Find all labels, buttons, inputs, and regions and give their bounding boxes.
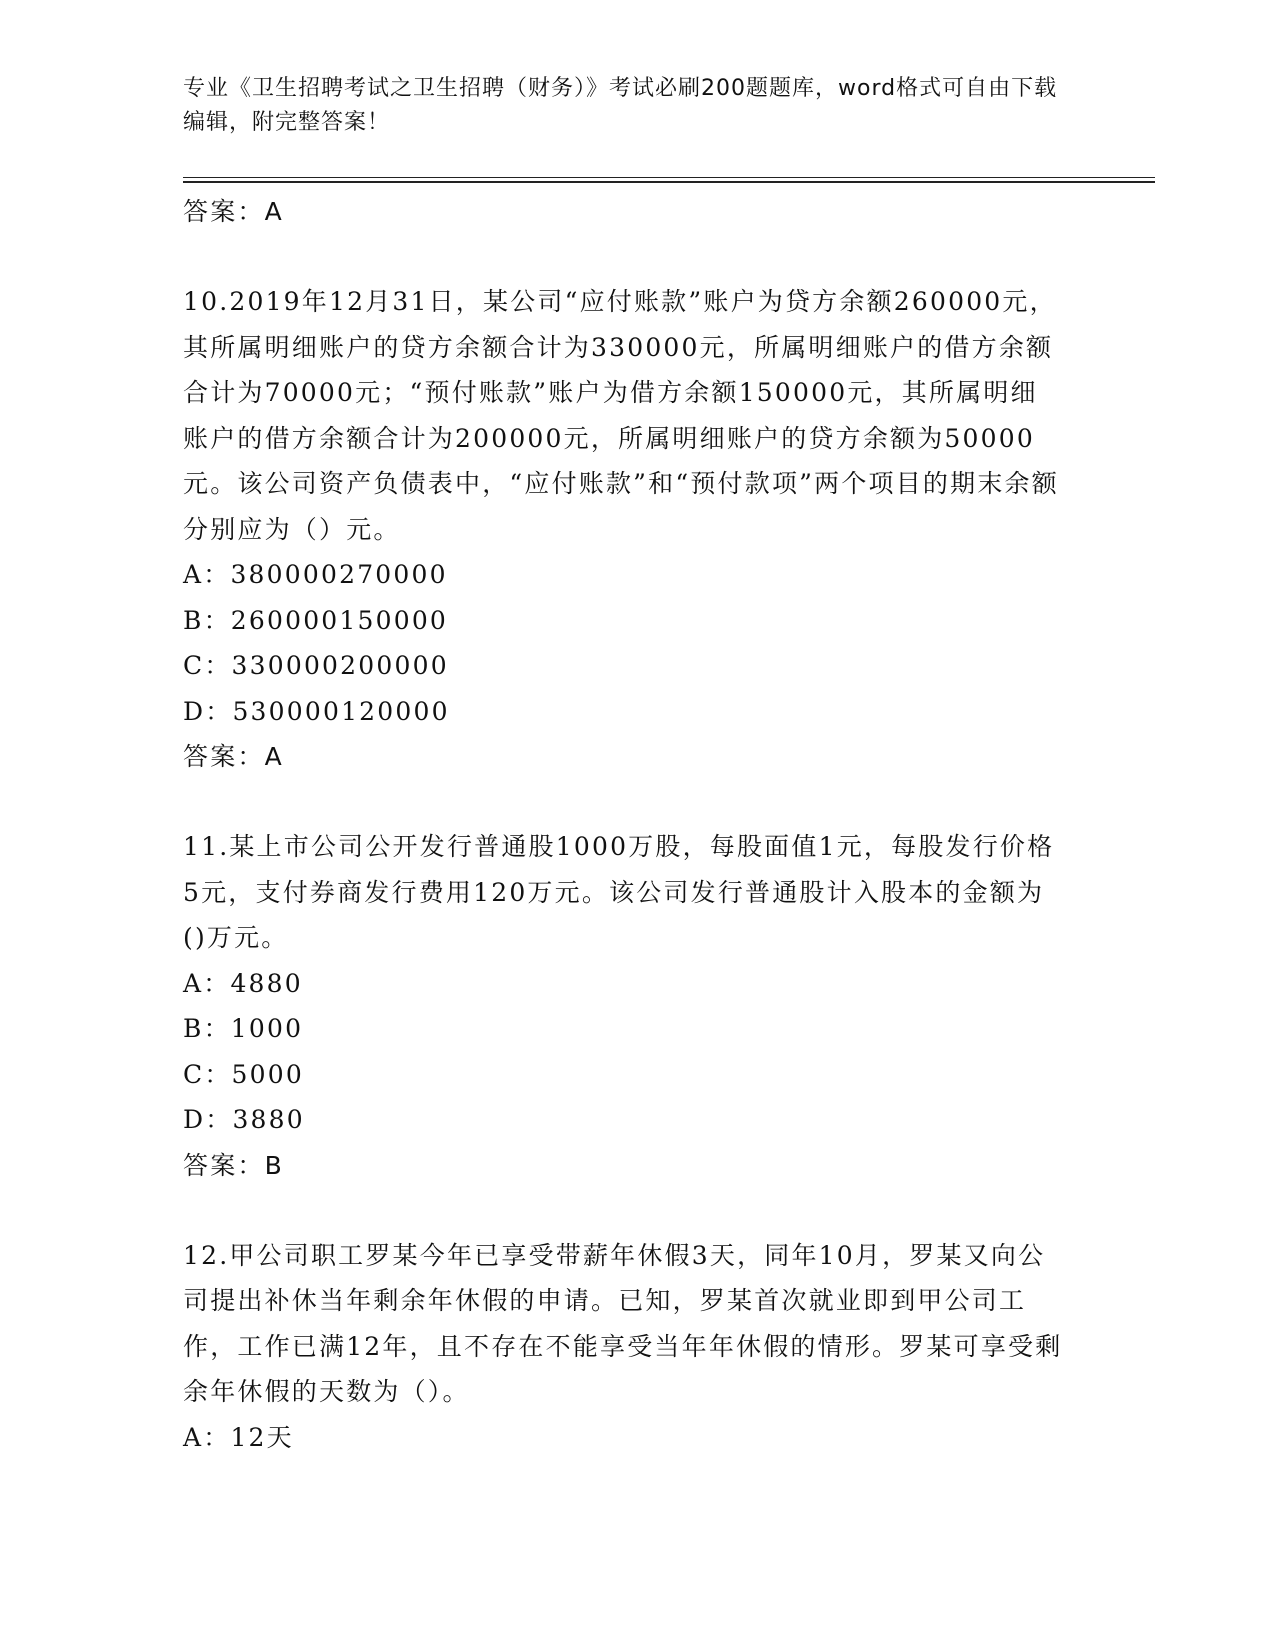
question-stem: 11.某上市公司公开发行普通股1000万股，每股面值1元，每股发行价格5元，支付券商发行费用120万元。该公司发行普通股计入股本的金额为()万元。 xyxy=(183,832,1055,952)
spacer xyxy=(183,780,1083,824)
spacer xyxy=(183,235,1083,279)
question-stem: 12.甲公司职工罗某今年已享受带薪年休假3天，同年10月，罗某又向公司提出补休当年剩余年休假的申请。已知，罗某首次就业即到甲公司工作，工作已满12年，且不存在不能享受当年年休假的情形。罗某可享受剩余年休假的天数为（）。 xyxy=(183,1240,1063,1406)
answer-line: 答案：A xyxy=(183,742,284,771)
option-c: C：330000200000 xyxy=(183,651,449,680)
question-stem: 10.2019年12月31日，某公司“应付账款”账户为贷方余额260000元，其所属明细账户的贷方余额合计为330000元，所属明细账户的借方余额合计为70000元；“预付账款”账户为借方余额150000元，其所属明细账户的借方余额合计为200000元，所属明细账户的贷方余额为50000元。该公司资产负债表中，“应付账款”和“预付款项”两个项目的期末余额分别应为（）元。 xyxy=(183,287,1059,544)
option-b: B：1000 xyxy=(183,1014,304,1043)
answer-line: 答案：A xyxy=(183,197,284,226)
question-block-11 xyxy=(183,824,1083,1189)
header-rule-thick xyxy=(183,181,1155,183)
option-a: A：12天 xyxy=(183,1422,294,1452)
question-block-10 xyxy=(183,279,1083,780)
option-b: B：260000150000 xyxy=(183,605,449,635)
question-content xyxy=(183,189,1083,1460)
option-a: A：380000270000 xyxy=(183,560,448,589)
option-c: C：5000 xyxy=(183,1059,304,1089)
option-d: D：530000120000 xyxy=(183,696,450,726)
option-d: D：3880 xyxy=(183,1105,305,1134)
spacer xyxy=(183,1189,1083,1233)
header-rule-thin xyxy=(183,177,1155,178)
question-block-12 xyxy=(183,1233,1083,1461)
page-header: 专业《卫生招聘考试之卫生招聘（财务）》考试必刷200题题库，word格式可自由下载编辑，附完整答案！ xyxy=(183,76,1058,135)
option-a: A：4880 xyxy=(183,968,303,998)
answer-line: 答案：B xyxy=(183,1150,284,1180)
